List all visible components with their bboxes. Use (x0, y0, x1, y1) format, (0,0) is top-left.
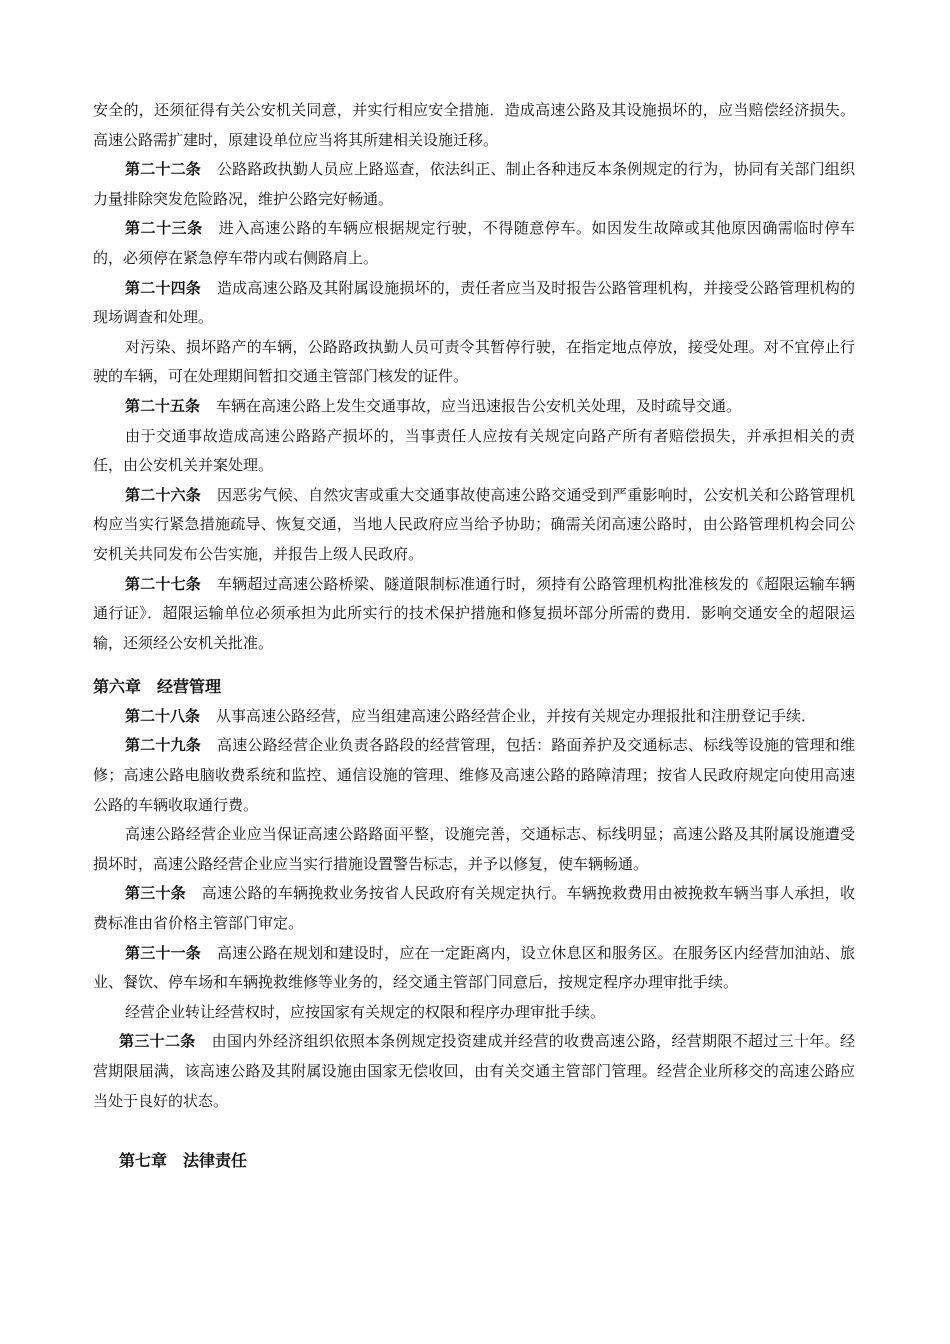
paragraph (93, 702, 855, 732)
paragraph-text: 高速公路的车辆挽救业务按省人民政府有关规定执行。车辆挽救费用由被挽救车辆当事人承担，收费标准由省价格主管部门审定。 (93, 884, 855, 933)
article-number: 第三十二条 (119, 1032, 196, 1051)
paragraph (93, 820, 855, 879)
paragraph (93, 1027, 855, 1116)
paragraphs-section-5 (93, 96, 855, 658)
paragraph-text: 从事高速公路经营，应当组建高速公路经营企业，并按有关规定办理报批和注册登记手续． (216, 706, 817, 725)
paragraphs-section-6 (93, 702, 855, 1116)
paragraph-text: 公路路政执勤人员应上路巡查，依法纠正、制止各种违反本条例规定的行为，协同有关部门组织力量排除突发危险路况，维护公路完好畅通。 (93, 160, 855, 208)
chapter-6-number: 第六章 (93, 677, 142, 697)
paragraph-text: 高速公路经营企业应当保证高速公路路面平整，设施完善，交通标志、标线明显；高速公路及其附属设施遭受损坏时，高速公路经营企业应当实行措施设置警告标志，并予以修复，使车辆畅通。 (93, 825, 855, 873)
chapter-6-heading (93, 672, 855, 702)
article-number: 第三十条 (125, 884, 186, 903)
paragraph (93, 392, 855, 422)
paragraph (93, 422, 855, 481)
paragraph-text: 因恶劣气候、自然灾害或重大交通事故使高速公路交通受到严重影响时，公安机关和公路管理机构应当实行紧急措施疏导、恢复交通，当地人民政府应当给予协助；确需关闭高速公路时，由公路管理机构会同公安机关共同发布公告实施，并报告上级人民政府。 (93, 485, 855, 563)
article-number: 第二十三条 (125, 219, 203, 238)
chapter-7-number: 第七章 (119, 1151, 168, 1171)
paragraph-text: 安全的，还须征得有关公安机关同意，并实行相应安全措施．造成高速公路及其设施损坏的，应当赔偿经济损失。高速公路需扩建时，原建设单位应当将其所建相关设施迁移。 (93, 101, 855, 149)
article-number: 第三十一条 (125, 943, 201, 962)
paragraph (93, 731, 855, 820)
article-number: 第二十七条 (125, 574, 201, 593)
paragraph-text: 进入高速公路的车辆应根据规定行驶，不得随意停车。如因发生故障或其他原因确需临时停车的，必须停在紧急停车带内或右侧路肩上。 (93, 219, 855, 267)
paragraph-text: 对污染、损坏路产的车辆，公路路政执勤人员可责令其暂停行驶，在指定地点停放，接受处理。对不宜停止行驶的车辆，可在处理期间暂扣交通主管部门核发的证件。 (93, 337, 855, 386)
paragraph-text: 高速公路在规划和建设时，应在一定距离内，设立休息区和服务区。在服务区内经营加油站、旅业、餐饮、停车场和车辆挽救维修等业务的，经交通主管部门同意后，按规定程序办理审批手续。 (93, 943, 855, 992)
chapter-7-title: 法律责任 (183, 1151, 248, 1171)
article-number: 第二十四条 (125, 278, 201, 297)
paragraph-text: 由国内外经济组织依照本条例规定投资建成并经营的收费高速公路，经营期限不超过三十年。经营期限届满，该高速公路及其附属设施由国家无偿收回，由有关交通主管部门管理。经营企业所移交的高速公路应当处于良好的状态。 (93, 1032, 855, 1110)
document-page (93, 96, 855, 1176)
paragraph-text: 由于交通事故造成高速公路路产损坏的，当事责任人应按有关规定向路产所有者赔偿损失，并承担相关的责任，由公安机关并案处理。 (93, 426, 855, 475)
paragraph (93, 939, 855, 998)
paragraph (93, 96, 855, 155)
chapter-6-title: 经营管理 (157, 677, 222, 697)
paragraph-text: 造成高速公路及其附属设施损坏的，责任者应当及时报告公路管理机构，并接受公路管理机构的现场调查和处理。 (93, 278, 855, 327)
chapter-7-heading (93, 1146, 855, 1176)
paragraph-text: 车辆超过高速公路桥梁、隧道限制标准通行时，须持有公路管理机构批准核发的《超限运输车辆通行证》．超限运输单位必须承担为此所实行的技术保护措施和修复损坏部分所需的费用．影响交通安全的超限运输，还须经公安机关批准。 (93, 574, 855, 652)
paragraph (93, 214, 855, 273)
paragraph (93, 879, 855, 938)
paragraph-text: 车辆在高速公路上发生交通事故，应当迅速报告公安机关处理，及时疏导交通。 (216, 396, 742, 415)
paragraph (93, 570, 855, 659)
article-number: 第二十五条 (125, 396, 201, 415)
article-number: 第二十八条 (125, 706, 201, 725)
paragraph-text: 经营企业转让经营权时，应按国家有关规定的权限和程序办理审批手续。 (125, 1002, 606, 1021)
paragraph-text: 高速公路经营企业负责各路段的经营管理，包括：路面养护及交通标志、标线等设施的管理和维修；高速公路电脑收费系统和监控、通信设施的管理、维修及高速公路的路障清理；按省人民政府规定向使用高速公路的车辆收取通行费。 (93, 736, 855, 814)
article-number: 第二十九条 (125, 736, 201, 755)
article-number: 第二十二条 (125, 160, 201, 179)
article-number: 第二十六条 (125, 485, 201, 504)
paragraph (93, 481, 855, 570)
paragraph (93, 155, 855, 214)
paragraph (93, 274, 855, 333)
paragraph (93, 333, 855, 392)
paragraph (93, 998, 855, 1028)
